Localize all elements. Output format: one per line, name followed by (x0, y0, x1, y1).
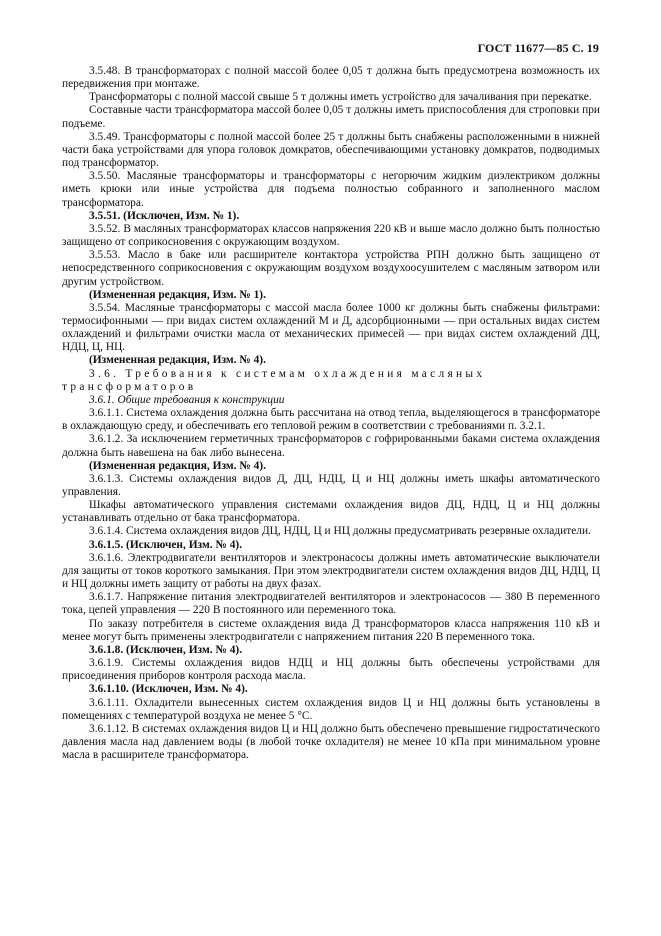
document-body (62, 65, 600, 762)
paragraph-3-6-1-10-excluded: 3.6.1.10. (Исключен, Изм. № 4). (89, 683, 248, 696)
paragraph-3-5-53: 3.5.53. Масло в баке или расширителе контактора устройства РПН должно быть защищено от непосредственного соприкосновения с окружающим воздухом воздухоосушителем с масляным затвором или другим устройством. (62, 249, 600, 288)
paragraph-3-6-1-3: 3.6.1.3. Системы охлаждения видов Д, ДЦ, НДЦ, Ц и НЦ должны иметь шкафы автоматического управления. (62, 472, 600, 498)
paragraph-3-5-54: 3.5.54. Масляные трансформаторы с массой масла более 1000 кг должны быть снабжены фильтрами: термосифонными — при видах систем охлаждений М и Д, адсорбционными — при остальных видах систем охлаждений и фильтрами очистки масла от механических примесей — при видах систем охлаждений ДЦ, НДЦ, Ц, НЦ. (62, 301, 600, 354)
paragraph-3-5-48: 3.5.48. В трансформаторах с полной массой более 0,05 т должна быть предусмотрена возможность их передвижения при монтаже. (62, 65, 600, 91)
paragraph-3-6-1-9: 3.6.1.9. Системы охлаждения видов НДЦ и НЦ должны быть обеспечены устройствами для присоединения приборов контроля расхода масла. (62, 657, 600, 683)
paragraph-3-6-1-6: 3.6.1.6. Электродвигатели вентиляторов и электронасосы должны иметь автоматические выключатели для защиты от токов короткого замыкания. При этом электродвигатели систем охлаждения видов ДЦ, НДЦ, Ц и НЦ должны иметь защиту от работы на двух фазах. (62, 551, 600, 591)
paragraph-3-5-49: 3.5.49. Трансформаторы с полной массой более 25 т должны быть снабжены расположенными в нижней части бака устройствами для упора головок домкратов, обеспечивающими установку домкратов, подводимых под трансформатор. (62, 130, 600, 170)
paragraph: Составные части трансформатора массой более 0,05 т должны иметь приспособления для строповки при подъеме. (62, 104, 600, 130)
paragraph-3-6-1-12: 3.6.1.12. В системах охлаждения видов Ц и НЦ должно быть обеспечено превышение гидростатического давления масла над давлением воды (в любой точке охладителя) не менее 10 кПа при минимальном уровне масла в расширителе трансформатора. (62, 722, 600, 762)
paragraph-3-6-1-7: 3.6.1.7. Напряжение питания электродвигателей вентиляторов и электронасосов — 380 В переменного тока, цепей управления — 220 В постоянного или переменного тока. (62, 591, 600, 617)
paragraph-3-6-1-5-excluded: 3.6.1.5. (Исключен, Изм. № 4). (89, 538, 243, 551)
paragraph-3-5-52: 3.5.52. В масляных трансформаторах классов напряжения 220 кВ и выше масло должно быть полностью защищено от соприкосновения с окружающим воздухом. (62, 222, 600, 249)
paragraph-3-5-50: 3.5.50. Масляные трансформаторы и трансформаторы с негорючим жидким диэлектриком должны иметь крюки или иные устройства для подъема полностью собранного и заполненного маслом трансформатора. (62, 170, 600, 209)
amendment-note: (Измененная редакция, Изм. № 1). (89, 288, 266, 301)
paragraph-3-6-1-2: 3.6.1.2. За исключением герметичных трансформаторов с гофрированными баками система охлаждения должна быть навешена на бак либо вынесена. (62, 433, 600, 459)
paragraph-3-5-51-excluded: 3.5.51. (Исключен, Изм. № 1). (89, 209, 240, 222)
paragraph-3-6-1-11: 3.6.1.11. Охладители вынесенных систем охлаждения видов Ц и НЦ должны быть установлены в помещениях с температурой воздуха не менее 5 °С. (62, 696, 600, 722)
amendment-note: (Измененная редакция, Изм. № 4). (89, 354, 266, 367)
subsection-heading-3-6-1: 3.6.1. Общие требования к конструкции (89, 393, 285, 406)
paragraph: Шкафы автоматического управления системами охлаждения видов ДЦ, НДЦ, Ц и НЦ должны устанавливать отдельно от бака трансформатора. (62, 499, 600, 525)
paragraph-3-6-1-4: 3.6.1.4. Система охлаждения видов ДЦ, НДЦ, Ц и НЦ должны предусматривать резервные охладители. (89, 525, 591, 538)
paragraph-3-6-1-8-excluded: 3.6.1.8. (Исключен, Изм. № 4). (89, 643, 243, 656)
paragraph: По заказу потребителя в системе охлаждения вида Д трансформаторов класса напряжения 110 кВ и менее могут быть применены электродвигатели с напряжением питания 220 В переменного тока. (62, 617, 600, 643)
page-header: ГОСТ 11677—85 С. 19 (477, 41, 599, 55)
amendment-note: (Измененная редакция, Изм. № 4). (89, 459, 266, 472)
section-heading-3-6: 3.6. Требования к системам охлаждения масляных трансформаторов (62, 367, 486, 393)
paragraph-3-6-1-1: 3.6.1.1. Система охлаждения должна быть рассчитана на отвод тепла, выделяющегося в трансформаторе в охлаждающую среду, и обеспечивать его тепловой режим в соответствии с требованиями п. 3.2.1. (62, 407, 600, 433)
paragraph: Трансформаторы с полной массой свыше 5 т должны иметь устройство для зачаливания при перекатке. (89, 91, 592, 104)
